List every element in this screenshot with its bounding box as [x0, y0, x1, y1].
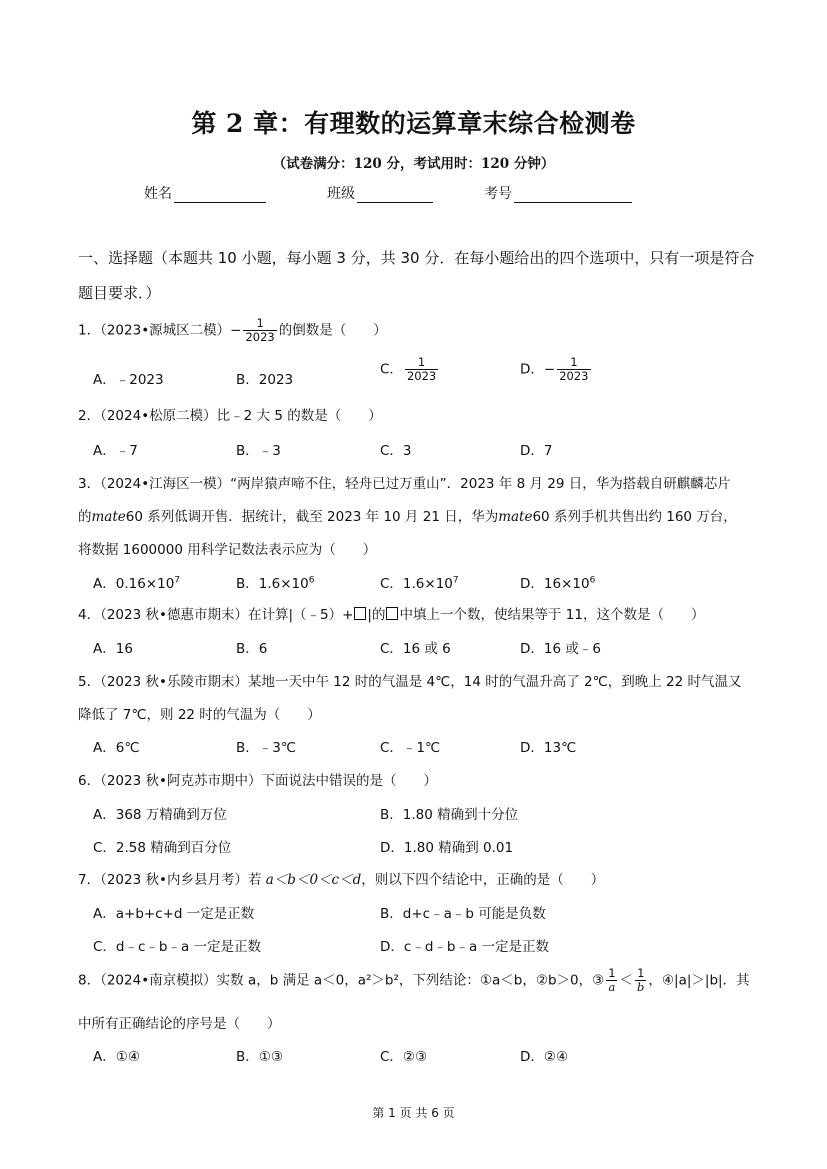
- q6-option-d[interactable]: D．1.80 精确到 0.01: [380, 840, 514, 856]
- question-2: 2．（2024•松原二模）比﹣2 大 5 的数是（ ）: [78, 408, 382, 424]
- name-field[interactable]: [144, 183, 266, 203]
- class-blank[interactable]: [357, 184, 433, 203]
- q7-option-b[interactable]: B．d+c﹣a﹣b 可能是负数: [380, 906, 546, 922]
- question-3-line1: 3．（2024•江海区一模）“两岸猿声啼不住，轻舟已过万重山”．2023 年 8 月 29 日，华为搭载自研麒麟芯片: [78, 476, 731, 492]
- question-4: 4．（2023 秋•德惠市期末）在计算|（﹣5）+ |的 中填上一个数，使结果等于 11，这个数是（ ）: [78, 607, 705, 623]
- q1-option-a[interactable]: A．﹣2023: [93, 372, 164, 388]
- q2-option-b[interactable]: B．﹣3: [236, 443, 281, 459]
- q1-fraction: $\frac{1}{2023}$: [245, 316, 275, 344]
- class-field[interactable]: [327, 183, 433, 203]
- q8-option-d[interactable]: D．②④: [520, 1049, 569, 1065]
- q3-option-a[interactable]: A．$0.16\times 10^7$: [93, 575, 181, 592]
- page-footer: 第 1 页 共 6 页: [372, 1106, 455, 1120]
- question-3-line2: 的mate60 系列低调开售．据统计，截至 2023 年 10 月 21 日，华为mate60 系列手机共售出约 160 万台，: [78, 509, 737, 525]
- exam-title: 第 2 章：有理数的运算章末综合检测卷: [191, 109, 636, 138]
- question-8-line2: 中所有正确结论的序号是（ ）: [78, 1016, 281, 1032]
- question-6: 6．（2023 秋•阿克苏市期中）下面说法中错误的是（ ）: [78, 773, 437, 789]
- q4-option-d[interactable]: D．16 或﹣6: [520, 641, 601, 657]
- q5-option-b[interactable]: B．﹣3℃: [236, 740, 297, 756]
- q5-option-d[interactable]: D．13℃: [520, 740, 577, 756]
- q4-option-a[interactable]: A．16: [93, 641, 133, 657]
- q5-option-c[interactable]: C．﹣1℃: [380, 740, 441, 756]
- number-field[interactable]: [484, 183, 632, 203]
- question-7: 7．（2023 秋•内乡县月考）若 a＜b＜0＜c＜d，则以下四个结论中，正确的是（ ）: [78, 872, 605, 888]
- q2-option-a[interactable]: A．﹣7: [93, 443, 138, 459]
- question-8-line1: 8．（2024•南京模拟）实数 a，b 满足 a＜0，a²＞b²，下列结论：①a＜b，②b＞0，③ $\frac{1}{a}$ ＜ $\frac{1}{b}$ ，④|a|＞|b|．其: [78, 966, 750, 994]
- q7-option-c[interactable]: C．d﹣c﹣b﹣a 一定是正数: [93, 939, 262, 955]
- q7-option-a[interactable]: A．a+b+c+d 一定是正数: [93, 906, 255, 922]
- question-1: 1．（2023•源城区二模）− $\frac{1}{2023}$ 的倒数是（ ）: [78, 316, 387, 344]
- class-label: 班级: [327, 186, 355, 202]
- question-5-line2: 降低了 7℃，则 22 时的气温为（ ）: [78, 707, 321, 723]
- q6-option-b[interactable]: B．1.80 精确到十分位: [380, 807, 519, 823]
- q4-option-c[interactable]: C．16 或 6: [380, 641, 451, 657]
- q6-option-c[interactable]: C．2.58 精确到百分位: [93, 840, 232, 856]
- q1-prefix: 1．（2023•源城区二模）: [78, 322, 231, 339]
- q1-suffix: 的倒数是（ ）: [278, 322, 387, 339]
- q1-option-b[interactable]: B．2023: [236, 372, 294, 388]
- question-5-line1: 5．（2023 秋•乐陵市期末）某地一天中午 12 时的气温是 4℃，14 时的气温升高了 2℃，到晚上 22 时气温又: [78, 674, 742, 690]
- q2-option-c[interactable]: C．3: [380, 443, 412, 459]
- q7-option-d[interactable]: D．c﹣d﹣b﹣a 一定是正数: [380, 939, 550, 955]
- q3-option-c[interactable]: C．$1.6\times 10^7$: [380, 575, 459, 592]
- q2-option-d[interactable]: D．7: [520, 443, 553, 459]
- q4-option-b[interactable]: B．6: [236, 641, 268, 657]
- name-blank[interactable]: [174, 184, 266, 203]
- q1-option-c[interactable]: C． $\frac{1}{2023}$: [380, 355, 437, 383]
- blank-box: [386, 607, 398, 620]
- number-blank[interactable]: [514, 184, 632, 203]
- q6-option-a[interactable]: A．368 万精确到万位: [93, 807, 227, 823]
- question-3-line3: 将数据 1600000 用科学记数法表示应为（ ）: [78, 542, 377, 558]
- q3-option-d[interactable]: D．$16\times 10^6$: [520, 575, 596, 592]
- name-label: 姓名: [144, 186, 172, 202]
- q8-option-c[interactable]: C．②③: [380, 1049, 428, 1065]
- q8-option-b[interactable]: B．①③: [236, 1049, 283, 1065]
- q1-option-d[interactable]: D．− $\frac{1}{2023}$: [520, 355, 589, 383]
- q8-option-a[interactable]: A．①④: [93, 1049, 140, 1065]
- q5-option-a[interactable]: A．6℃: [93, 740, 140, 756]
- number-label: 考号: [484, 186, 512, 202]
- q3-option-b[interactable]: B．$1.6\times 10^6$: [236, 575, 315, 592]
- exam-subtitle: （试卷满分：120 分，考试用时：120 分钟）: [272, 156, 555, 172]
- section-heading: 一、选择题（本题共 10 小题，每小题 3 分，共 30 分．在每小题给出的四个选项中，只有一项是符合题目要求．）: [78, 249, 755, 302]
- blank-box: [354, 607, 366, 620]
